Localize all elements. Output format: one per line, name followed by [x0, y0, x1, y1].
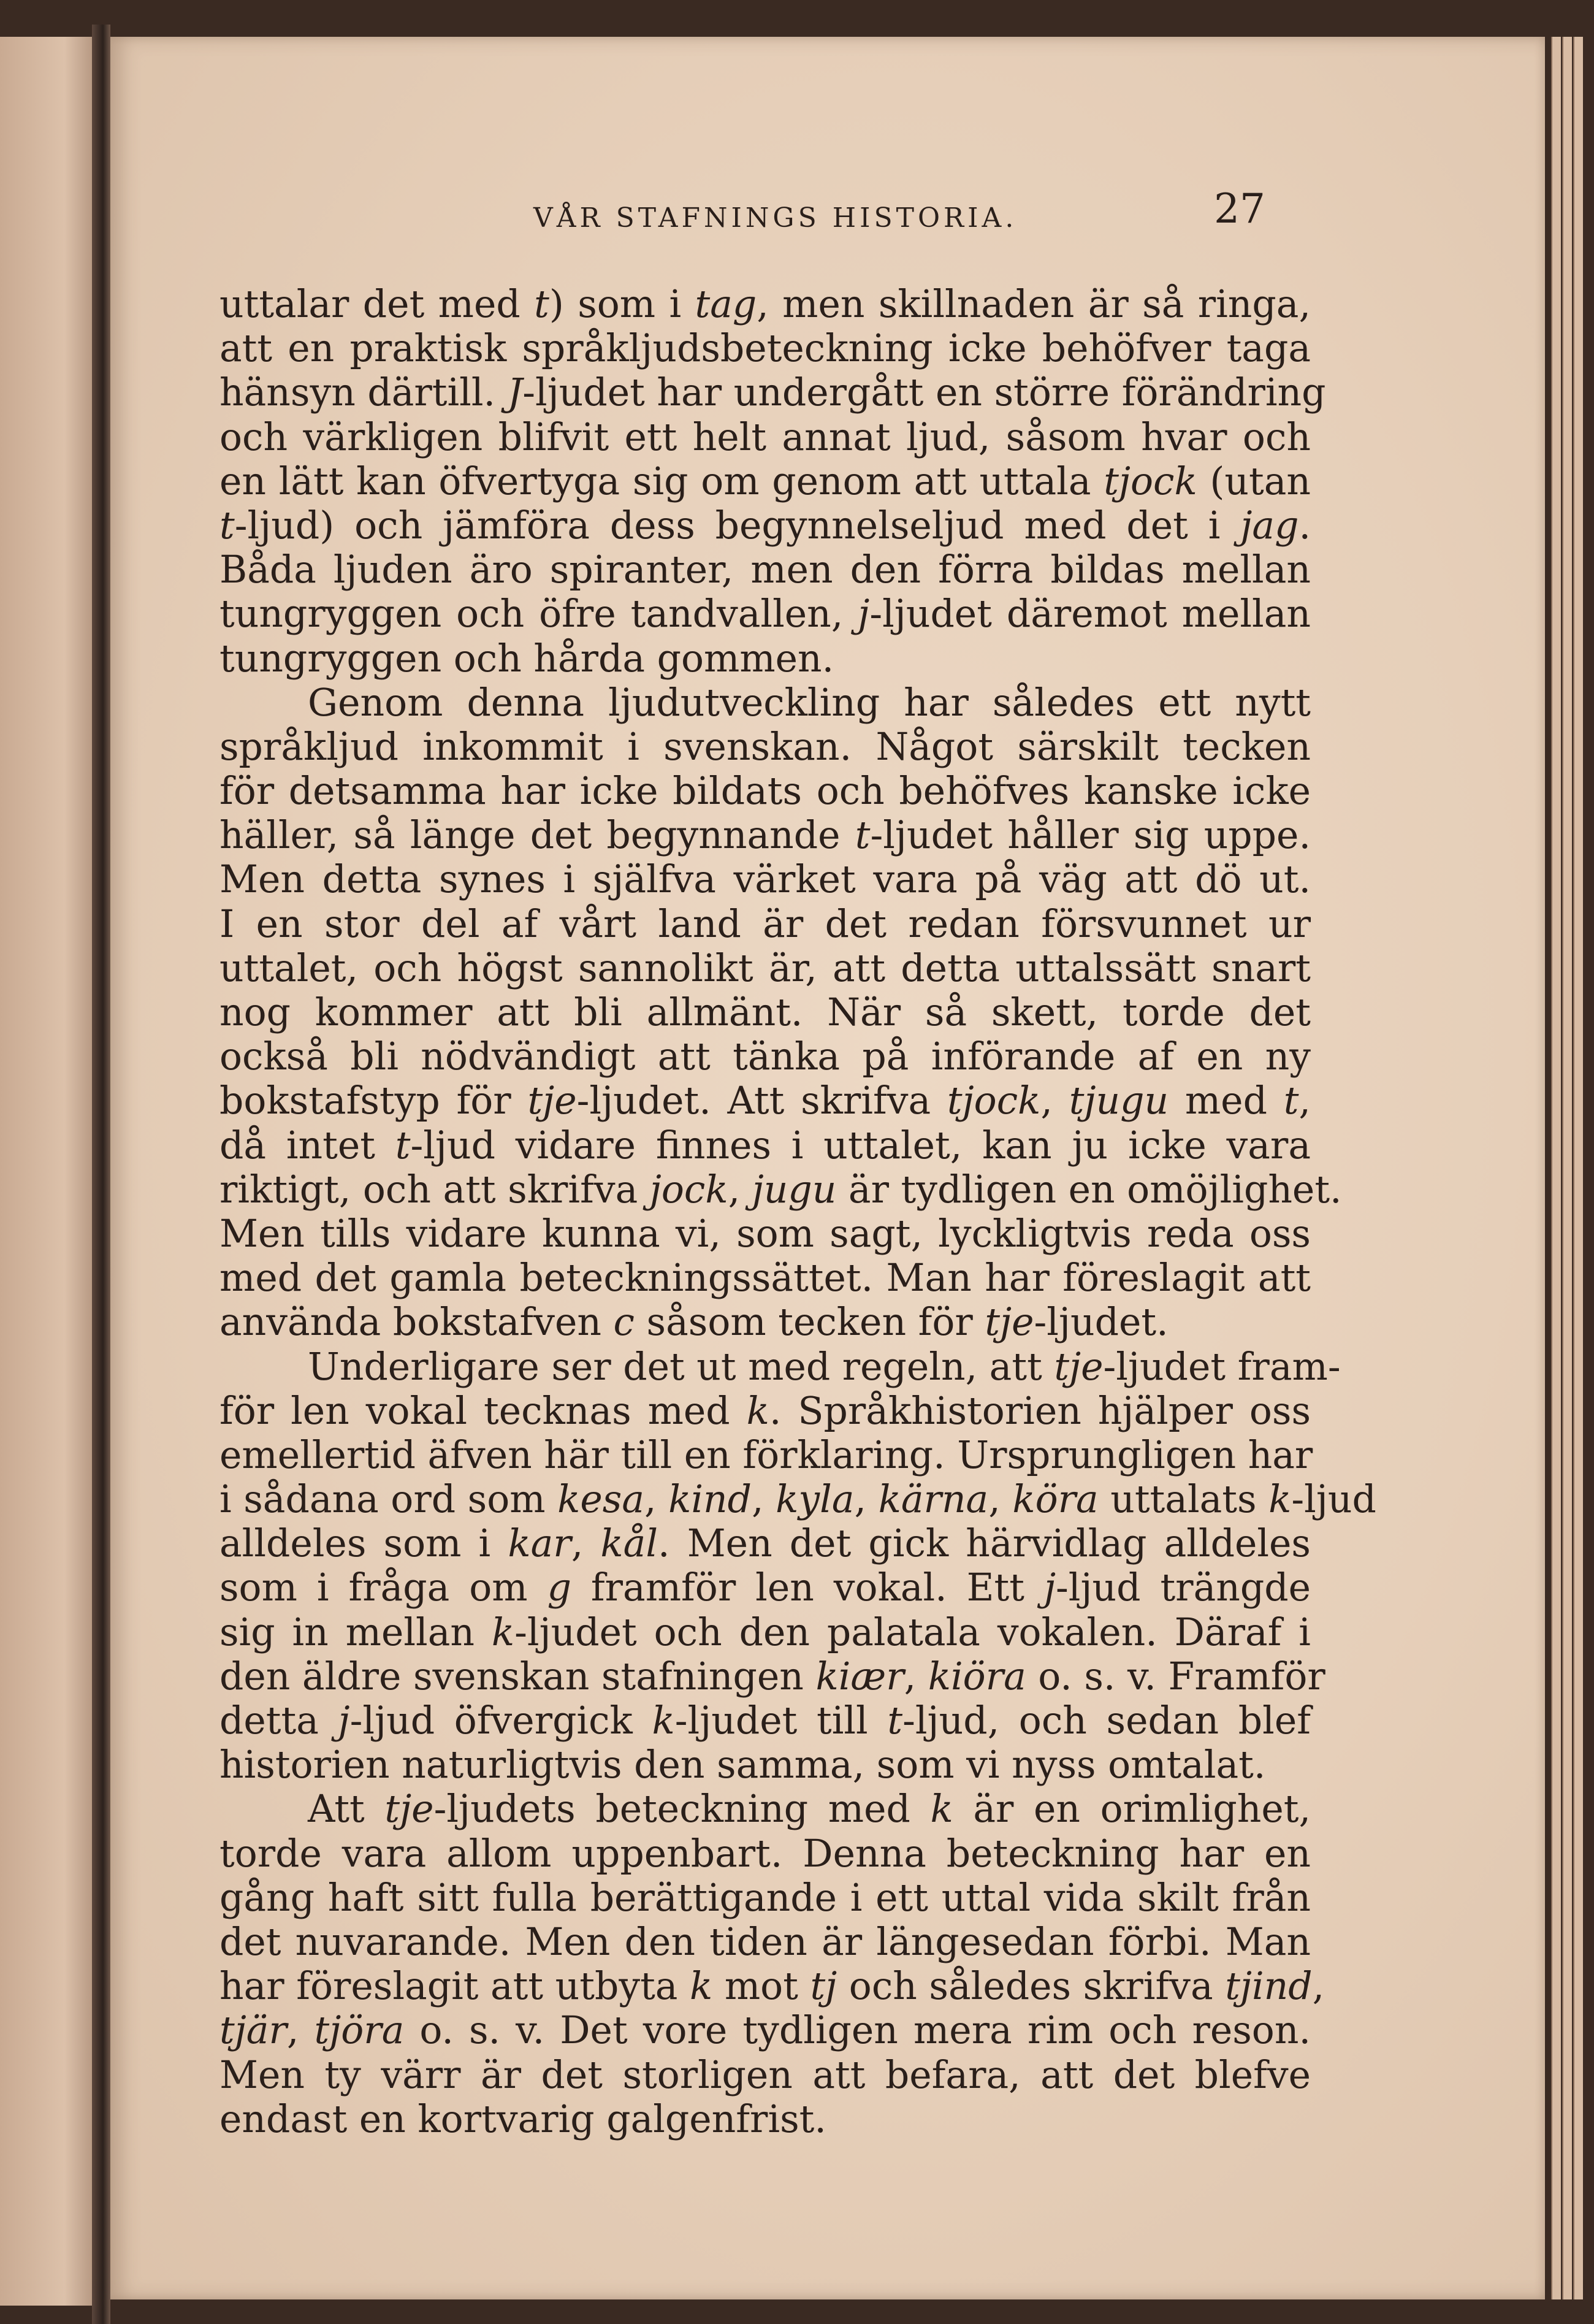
- text-line: [219, 1699, 1311, 1743]
- text-run: för len vokal tecknas med: [219, 1388, 747, 1433]
- text-run: att en praktisk språkljudsbeteckning icke behöfver taga: [219, 326, 1311, 371]
- text-run: ,: [286, 2008, 315, 2053]
- page-edge: [1562, 37, 1572, 2299]
- text-run: ) som i: [549, 282, 695, 326]
- italic-term: t: [534, 282, 549, 326]
- text-run: i sådana ord som: [219, 1477, 558, 1522]
- text-run: -ljudet har undergått en större förändring: [522, 370, 1326, 415]
- italic-term: jugu: [752, 1167, 837, 1212]
- text-line: [219, 1832, 1311, 1876]
- italic-term: tjock: [947, 1079, 1041, 1123]
- text-line: [219, 946, 1311, 990]
- page-edge: [1573, 37, 1583, 2299]
- text-line: [219, 1389, 1311, 1433]
- text-line: [219, 1920, 1311, 1964]
- italic-term: köra: [1012, 1477, 1099, 1522]
- text-run: ,: [752, 1477, 776, 1522]
- text-line: [219, 2097, 1311, 2141]
- text-run: ,: [1312, 1964, 1325, 2009]
- italic-term: jock: [649, 1167, 728, 1212]
- text-run: Båda ljuden äro spiranter, men den förra bildas mellan: [219, 548, 1311, 592]
- text-run: tungryggen och öfre tandvallen,: [219, 592, 858, 636]
- text-run: språkljud inkommit i svenskan. Något särskilt tecken: [219, 724, 1311, 769]
- text-run: uttalet, och högst sannolikt är, att detta uttalssätt snart: [219, 946, 1311, 990]
- text-run: ,: [988, 1477, 1013, 1522]
- text-line: [219, 725, 1311, 769]
- text-run: detta: [219, 1699, 338, 1743]
- text-run: Genom denna ljudutveckling har således ett nytt: [308, 680, 1311, 725]
- text-line: [219, 1433, 1311, 1477]
- text-run: -ljudet till: [674, 1699, 888, 1743]
- italic-term: k: [746, 1388, 769, 1433]
- text-run: -ljud öfvergick: [349, 1699, 652, 1743]
- italic-term: tjär: [219, 2008, 287, 2053]
- text-line: [219, 636, 1311, 681]
- italic-term: kar: [508, 1521, 571, 1566]
- text-run: en lätt kan öfvertyga sig om genom att uttala: [219, 459, 1104, 503]
- text-run: Underligare ser det ut med regeln, att: [308, 1344, 1054, 1389]
- italic-term: tje: [384, 1787, 434, 1832]
- text-run: som i fråga om: [219, 1565, 547, 1610]
- book-page: [110, 37, 1545, 2299]
- text-run: och värkligen blifvit ett helt annat ljud, såsom hvar och: [219, 415, 1311, 459]
- italic-term: j: [1043, 1565, 1056, 1610]
- text-line: [219, 1344, 1341, 1389]
- facing-page-edge: [0, 37, 92, 2306]
- italic-term: tj: [810, 1964, 837, 2009]
- text-line: [219, 503, 1311, 548]
- text-run: för detsamma har icke bildats och behöfves kanske icke: [219, 769, 1311, 814]
- italic-term: c: [613, 1300, 635, 1345]
- italic-term: t: [395, 1123, 411, 1168]
- text-line: [219, 990, 1311, 1034]
- text-run: -ljudet.: [1034, 1300, 1169, 1345]
- italic-term: t: [887, 1699, 903, 1743]
- italic-term: tag: [695, 282, 757, 326]
- text-run: Men ty värr är det storligen att befara, att det blefve: [219, 2052, 1311, 2097]
- text-run: med det gamla beteckningssättet. Man har föreslagit att: [219, 1256, 1311, 1301]
- text-line: [219, 548, 1311, 592]
- text-run: . Språkhistorien hjälper oss: [769, 1388, 1311, 1433]
- text-line: [219, 1610, 1311, 1654]
- text-run: med: [1169, 1079, 1284, 1123]
- page-edge: [1551, 37, 1561, 2299]
- text-run: . Men det gick härvidlag alldeles: [658, 1521, 1311, 1566]
- italic-term: tjugu: [1069, 1079, 1169, 1123]
- text-line: [219, 1256, 1311, 1300]
- text-line: [219, 326, 1311, 370]
- italic-term: t: [1283, 1079, 1299, 1123]
- text-run: använda bokstafven: [219, 1300, 614, 1345]
- text-line: [219, 2053, 1311, 2097]
- italic-term: k: [652, 1699, 675, 1743]
- text-run: -ljud trängde: [1056, 1565, 1311, 1610]
- italic-term: k: [491, 1610, 515, 1654]
- italic-term: tjind: [1225, 1964, 1313, 2009]
- text-line: [219, 1964, 1325, 2009]
- text-line: [219, 1654, 1325, 1699]
- text-run: och således skrifva: [837, 1964, 1226, 2009]
- text-run: (utan: [1197, 459, 1311, 503]
- italic-term: t: [219, 503, 235, 548]
- text-run: uttalats: [1098, 1477, 1269, 1522]
- text-run: framför len vokal. Ett: [571, 1565, 1044, 1610]
- text-run: mot: [712, 1964, 810, 2009]
- text-run: alldeles som i: [219, 1521, 508, 1566]
- text-run: ,: [571, 1521, 601, 1566]
- text-line: [219, 1876, 1311, 1920]
- text-line: [219, 1212, 1311, 1256]
- text-run: o. s. v. Det vore tydligen mera rim och reson.: [404, 2008, 1311, 2053]
- text-line: [219, 1300, 1311, 1344]
- italic-term: tje: [527, 1079, 577, 1123]
- text-line: [219, 592, 1311, 636]
- text-run: -ljudets beteckning med: [433, 1787, 931, 1832]
- text-line: [219, 1743, 1311, 1787]
- text-line: [219, 1521, 1311, 1565]
- text-run: historien naturligtvis den samma, som vi nyss omtalat.: [219, 1743, 1266, 1787]
- text-line: [219, 459, 1311, 503]
- running-head: VÅR STAFNINGS HISTORIA.: [533, 202, 1018, 234]
- italic-term: kiöra: [928, 1654, 1026, 1699]
- text-run: -ljud) och jämföra dess begynnelseljud med det i: [234, 503, 1241, 548]
- text-line: [219, 1079, 1311, 1123]
- text-run: ,: [1298, 1079, 1311, 1123]
- italic-term: j: [338, 1699, 350, 1743]
- body-text: [219, 282, 1376, 2141]
- text-run: nog kommer att bli allmänt. När så skett, torde det: [219, 990, 1311, 1034]
- text-line: [219, 415, 1311, 459]
- text-run: -ljudet håller sig uppe.: [870, 813, 1311, 858]
- text-line: [219, 902, 1311, 946]
- text-line: [219, 1167, 1342, 1212]
- italic-term: j: [858, 592, 870, 636]
- text-run: -ljudet. Att skrifva: [576, 1079, 947, 1123]
- italic-term: k: [1268, 1477, 1292, 1522]
- text-run: .: [1298, 503, 1311, 548]
- italic-term: t: [855, 813, 871, 858]
- page-header: [110, 184, 1545, 251]
- text-run: emellertid äfven här till en förklaring. Ursprungligen har: [219, 1432, 1313, 1477]
- text-run: Men detta synes i själfva värket vara på väg att dö ut.: [219, 857, 1311, 902]
- text-run: är en orimlighet,: [953, 1787, 1311, 1832]
- text-run: också bli nödvändigt att tänka på införande af en ny: [219, 1034, 1311, 1079]
- text-run: riktigt, och att skrifva: [219, 1167, 650, 1212]
- text-run: gång haft sitt fulla berättigande i ett uttal vida skilt från: [219, 1875, 1311, 1920]
- italic-term: tjock: [1104, 459, 1197, 503]
- text-run: ,: [644, 1477, 669, 1522]
- page-number: 27: [1214, 185, 1265, 232]
- text-run: -ljud vidare finnes i uttalet, kan ju icke vara: [410, 1123, 1311, 1168]
- text-run: -ljud, och sedan blef: [902, 1699, 1311, 1743]
- text-run: bokstafstyp för: [219, 1079, 528, 1123]
- italic-term: J: [507, 370, 523, 415]
- text-run: häller, så länge det begynnande: [219, 813, 855, 858]
- text-run: endast en kortvarig galgenfrist.: [219, 2097, 826, 2141]
- italic-term: k: [690, 1964, 713, 2009]
- text-run: såsom tecken för: [635, 1300, 985, 1345]
- text-run: har föreslagit att utbyta: [219, 1964, 690, 2009]
- text-run: det nuvarande. Men den tiden är längesedan förbi. Man: [219, 1919, 1311, 1964]
- text-run: -ljud: [1291, 1477, 1376, 1522]
- italic-term: kesa: [557, 1477, 644, 1522]
- text-run: den äldre svenskan stafningen: [219, 1654, 816, 1699]
- text-line: [219, 1477, 1376, 1522]
- text-run: o. s. v. Framför: [1026, 1654, 1325, 1699]
- text-run: Att: [308, 1787, 385, 1832]
- text-run: uttalar det med: [219, 282, 535, 326]
- italic-term: k: [930, 1787, 953, 1832]
- text-run: ,: [854, 1477, 879, 1522]
- text-line: [219, 1565, 1311, 1610]
- italic-term: tje: [1054, 1344, 1104, 1389]
- italic-term: jag: [1240, 503, 1299, 548]
- text-run: -ljudet fram-: [1103, 1344, 1341, 1389]
- text-line: [219, 2008, 1311, 2052]
- italic-term: kind: [668, 1477, 752, 1522]
- text-line: [219, 1787, 1311, 1831]
- italic-term: kärna: [878, 1477, 989, 1522]
- book-gutter: [92, 25, 110, 2324]
- italic-term: tje: [985, 1300, 1034, 1345]
- text-line: [219, 1034, 1311, 1079]
- italic-term: tjöra: [314, 2008, 405, 2053]
- text-run: då intet: [219, 1123, 395, 1168]
- text-run: torde vara allom uppenbart. Denna beteckning har en: [219, 1831, 1311, 1876]
- text-run: I en stor del af vårt land är det redan försvunnet ur: [219, 901, 1311, 946]
- text-line: [219, 282, 1311, 326]
- text-run: -ljudet och den palatala vokalen. Däraf i: [514, 1610, 1311, 1654]
- text-line: [219, 769, 1311, 813]
- text-line: [219, 681, 1311, 725]
- text-line: [219, 813, 1311, 857]
- italic-term: kiær: [815, 1654, 904, 1699]
- text-line: [219, 1123, 1311, 1168]
- text-run: Men tills vidare kunna vi, som sagt, lyckligtvis reda oss: [219, 1211, 1311, 1256]
- text-run: tungryggen och hårda gommen.: [219, 636, 834, 681]
- text-run: , men skillnaden är så ringa,: [757, 282, 1311, 326]
- text-run: hänsyn därtill.: [219, 370, 508, 415]
- text-line: [219, 370, 1326, 415]
- text-run: -ljudet däremot mellan: [869, 592, 1311, 636]
- text-run: ,: [904, 1654, 928, 1699]
- italic-term: g: [547, 1565, 571, 1610]
- italic-term: kål: [600, 1521, 658, 1566]
- text-run: sig in mellan: [219, 1610, 492, 1654]
- text-run: ,: [728, 1167, 752, 1212]
- text-line: [219, 857, 1311, 901]
- text-run: ,: [1040, 1079, 1069, 1123]
- italic-term: kyla: [776, 1477, 855, 1522]
- text-run: är tydligen en omöjlighet.: [836, 1167, 1342, 1212]
